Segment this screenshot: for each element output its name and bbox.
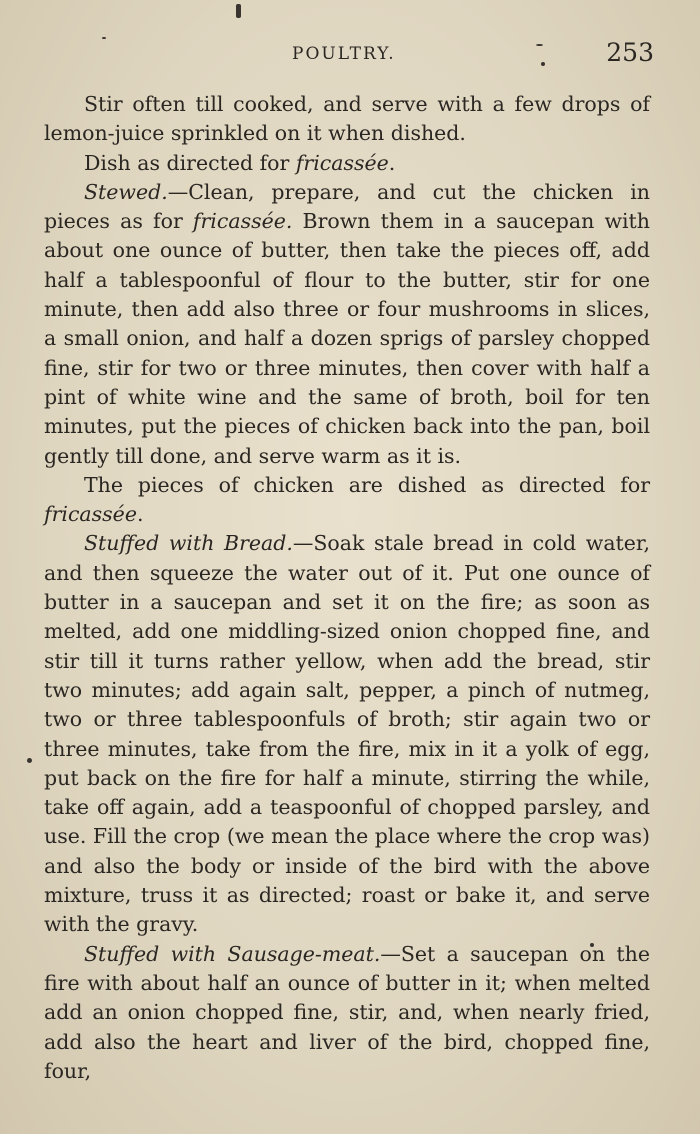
paragraph-text: Dish as directed for — [84, 150, 296, 175]
recipe-title: Stuffed with Bread. — [84, 531, 293, 556]
ink-speck — [27, 758, 32, 763]
paragraph-text: . — [136, 502, 144, 527]
paragraph — [44, 149, 650, 178]
paragraph-text: . — [388, 150, 396, 175]
italic-term: fricassée — [295, 150, 389, 175]
paragraph-text: —Clean, prepare, and cut the chicken in pieces as for — [44, 179, 650, 234]
page-body — [44, 90, 650, 1086]
paragraph-text: Stir often till cooked, and serve with a few drops of lemon-juice sprinkled on it when dished. — [44, 92, 650, 146]
page-header — [0, 38, 700, 72]
ink-speck — [236, 4, 241, 18]
recipe-title: Stuffed with Sausage-meat. — [84, 941, 381, 966]
page-number: 253 — [606, 38, 654, 67]
paragraph-text: —Soak stale bread in cold water, and then squeeze the water out of it. Put one ounce of butter in a saucepan and set it on the fire; as soon as melted, add one middling-sized onion chopped fine, and stir till it turns rather yellow, when add the bread, stir two minutes; add again salt, pepper, a pinch of nutmeg, two or three tablespoonfuls of broth; stir again two or three minutes, take from the fire, mix in it a yolk of egg, put back on the fire for half a minute, stirring the while, take off again, add a teaspoonful of chopped parsley, and use. Fill the crop (we mean the place where the crop was) and also the body or inside of the bird with the above mixture, truss it as directed; roast or bake it, and serve with the gravy. — [44, 531, 650, 937]
paragraph — [44, 90, 650, 149]
paragraph-text: The pieces of chicken are dished as directed for — [84, 472, 650, 497]
paragraph — [44, 471, 650, 530]
italic-term: fricassée — [44, 502, 137, 527]
running-head: POULTRY. — [292, 44, 396, 64]
paragraph-text: Brown them in a saucepan with about one ounce of butter, then take the pieces off, add half a tablespoonful of flour to the butter, stir for one minute, then add also three or four mushrooms in slices, a small onion, and half a dozen sprigs of parsley chopped fine, stir for two or three minutes, then cover with half a pint of white wine and the same of broth, boil for ten minutes, put the pieces of chicken back into the pan, boil gently till done, and serve warm as it is. — [44, 209, 650, 468]
paragraph-text: —Set a saucepan on the fire with about half an ounce of butter in it; when melted add an onion chopped fine, stir, and, when nearly fried, add also the heart and liver of the bird, chopped fine, four, — [44, 941, 650, 1083]
recipe-paragraph — [44, 529, 650, 939]
recipe-paragraph — [44, 178, 650, 471]
italic-term: fricassée. — [192, 209, 293, 234]
recipe-paragraph — [44, 940, 650, 1086]
recipe-title: Stewed. — [84, 179, 168, 204]
